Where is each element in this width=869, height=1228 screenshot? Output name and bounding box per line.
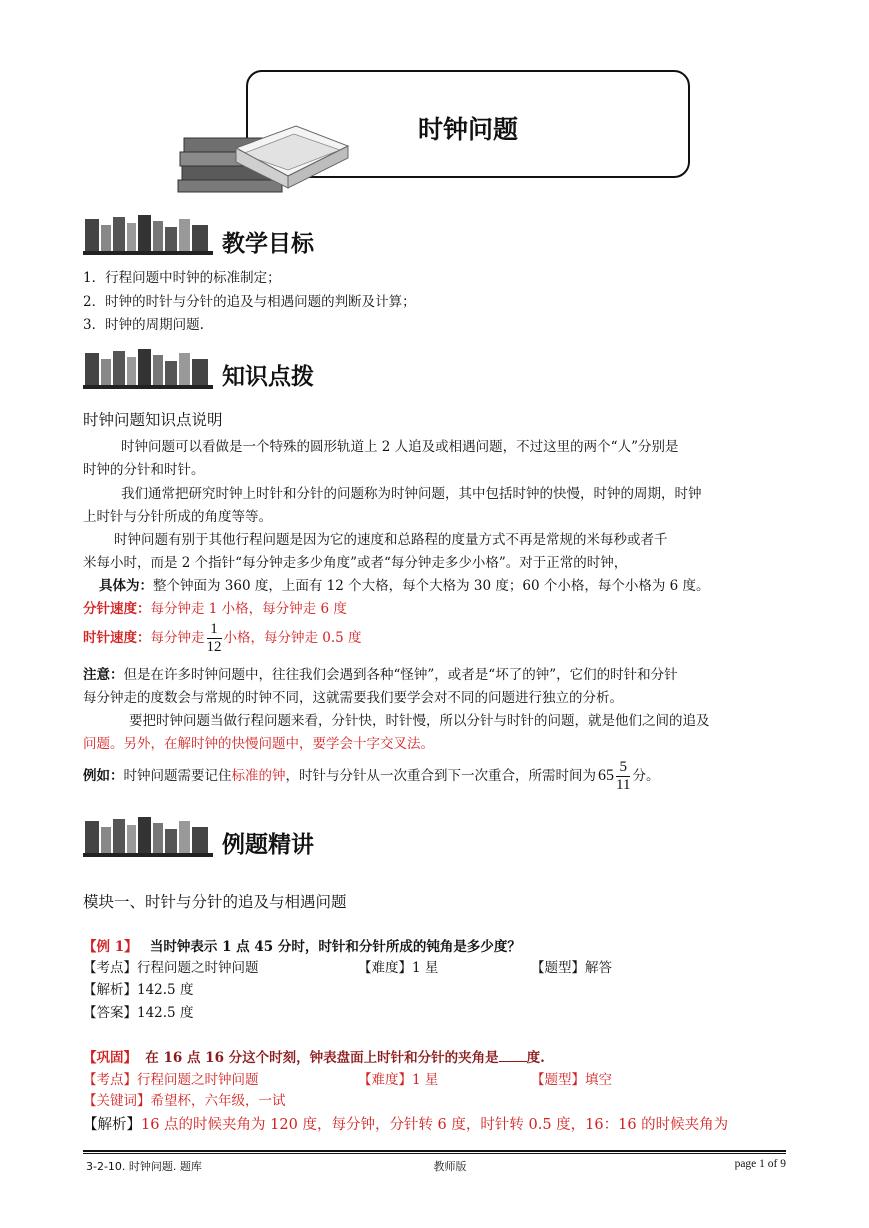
hour-speed-label: 时针速度：	[83, 630, 151, 646]
fraction-numerator: 5	[616, 759, 630, 777]
page-title: 时钟问题	[417, 115, 518, 144]
goal-item: 1．行程问题中时钟的标准制定；	[83, 270, 281, 286]
paragraph-line: 时钟问题有别于其他行程问题是因为它的速度和总路程的度量方式不再是常规的米每秒或者千	[114, 532, 668, 548]
paragraph-line: 时钟的分针和时针。	[83, 462, 205, 478]
specific-line	[99, 575, 710, 597]
hour-speed-pre: 每分钟走	[150, 630, 205, 646]
mixed-number-whole: 65	[598, 767, 614, 784]
consolidate-tixing: 【题型】填空	[531, 1072, 612, 1088]
section-title-goals: 教学目标	[222, 231, 314, 257]
goal-item: 2．时钟的时针与分针的追及与相遇问题的判断及计算；	[83, 294, 416, 310]
fraction-denominator: 11	[616, 777, 631, 793]
paragraph-line: 米每小时，而是 2 个指针“每分钟走多少角度”或者“每分钟走多少小格”。对于正常的时钟，	[83, 555, 628, 571]
consolidate-analysis-label: 【解析】	[83, 1117, 141, 1133]
specific-text: 整个钟面为 360 度，上面有 12 个大格，每个大格为 30 度；60 个小格，每个小格为 6 度。	[153, 578, 710, 594]
example1-tag: 【例 1】	[83, 939, 138, 955]
example-pre: 时钟问题需要记住	[123, 768, 232, 784]
example1-analysis: 【解析】142.5 度	[83, 982, 194, 998]
consolidate-nandu: 【难度】1 星	[358, 1072, 439, 1088]
books-illustration	[176, 118, 351, 194]
minute-speed-label: 分针速度：	[83, 601, 151, 617]
section-title-knowledge: 知识点拨	[222, 364, 314, 390]
consolidate-question-pre: 在 16 点 16 分这个时刻，钟表盘面上时针和分针的夹角是	[145, 1050, 499, 1066]
fraction-denominator: 12	[206, 639, 222, 655]
paragraph-line: 要把时钟问题当做行程问题来看，分针快，时针慢，所以分针与时针的问题，就是他们之间的追及	[129, 713, 710, 729]
footer-left: 3-2-10. 时钟问题. 题库	[86, 1160, 202, 1173]
example-post: 分。	[632, 768, 660, 784]
consolidate-kaodian: 【考点】行程问题之时钟问题	[83, 1072, 259, 1088]
consolidate-analysis-text: 16 点的时候夹角为 120 度，每分钟，分针转 6 度，时针转 0.5 度，16：16 的时候夹角为	[141, 1117, 729, 1133]
example1-kaodian: 【考点】行程问题之时钟问题	[83, 960, 259, 976]
note-label: 注意：	[83, 667, 124, 683]
footer-center: 教师版	[433, 1160, 467, 1173]
knowledge-subtitle: 时钟问题知识点说明	[83, 411, 223, 429]
example-line	[83, 756, 659, 796]
example-red: 标准的钟	[231, 768, 286, 784]
consolidate-question-line	[83, 1047, 545, 1069]
fraction-5-11	[616, 759, 630, 794]
hour-speed-post: 小格，每分钟走 0.5 度	[223, 630, 362, 646]
example-mid: ，时针与分针从一次重合到下一次重合，所需时间为	[285, 768, 596, 784]
footer-page: page 1 of 9	[734, 1158, 786, 1170]
note-line	[83, 664, 678, 686]
section-books-icon	[83, 213, 213, 255]
footer-rule	[83, 1153, 786, 1154]
paragraph-line: 上时针与分针所成的角度等等。	[83, 509, 272, 525]
module-title: 模块一、时针与分针的追及与相遇问题	[83, 893, 347, 911]
consolidate-tag: 【巩固】	[83, 1050, 137, 1066]
example1-question: 当时钟表示 1 点 45 分时，时针和分针所成的钝角是多少度？	[149, 939, 521, 955]
note-text: 但是在许多时钟问题中，往往我们会遇到各种“怪钟”，或者是“坏了的钟”，它们的时针和分针	[123, 667, 678, 683]
example1-answer: 【答案】142.5 度	[83, 1005, 194, 1021]
section-title-examples: 例题精讲	[222, 832, 314, 858]
example1-tixing: 【题型】解答	[531, 960, 612, 976]
consolidate-keywords: 【关键词】希望杯，六年级，一试	[83, 1093, 286, 1109]
paragraph-line: 每分钟走的度数会与常规的时钟不同，这就需要我们要学会对不同的问题进行独立的分析。	[83, 690, 623, 706]
section-books-icon	[83, 815, 213, 857]
fraction-1-12	[207, 621, 222, 656]
consolidate-question-post: 度.	[526, 1050, 545, 1066]
hour-speed-line	[83, 620, 362, 656]
example-label: 例如：	[83, 768, 124, 784]
specific-label: 具体为：	[99, 578, 153, 594]
consolidate-analysis	[83, 1114, 728, 1136]
minute-speed-line	[83, 598, 347, 620]
example1-question-line	[83, 936, 521, 958]
minute-speed-text: 每分钟走 1 小格，每分钟走 6 度	[150, 601, 347, 617]
paragraph-line-red: 问题。另外，在解时钟的快慢问题中，要学会十字交叉法。	[83, 736, 434, 752]
paragraph-line: 时钟问题可以看做是一个特殊的圆形轨道上 2 人追及或相遇问题，不过这里的两个“人”分别是	[121, 439, 679, 455]
paragraph-line: 我们通常把研究时钟上时针和分针的问题称为时钟问题，其中包括时钟的快慢，时钟的周期，时钟	[121, 486, 702, 502]
section-books-icon	[83, 347, 213, 389]
answer-blank	[499, 1047, 527, 1062]
footer-rule	[83, 1150, 786, 1152]
goal-item: 3．时钟的周期问题.	[83, 317, 204, 333]
fraction-numerator: 1	[207, 621, 222, 639]
example1-nandu: 【难度】1 星	[358, 960, 439, 976]
